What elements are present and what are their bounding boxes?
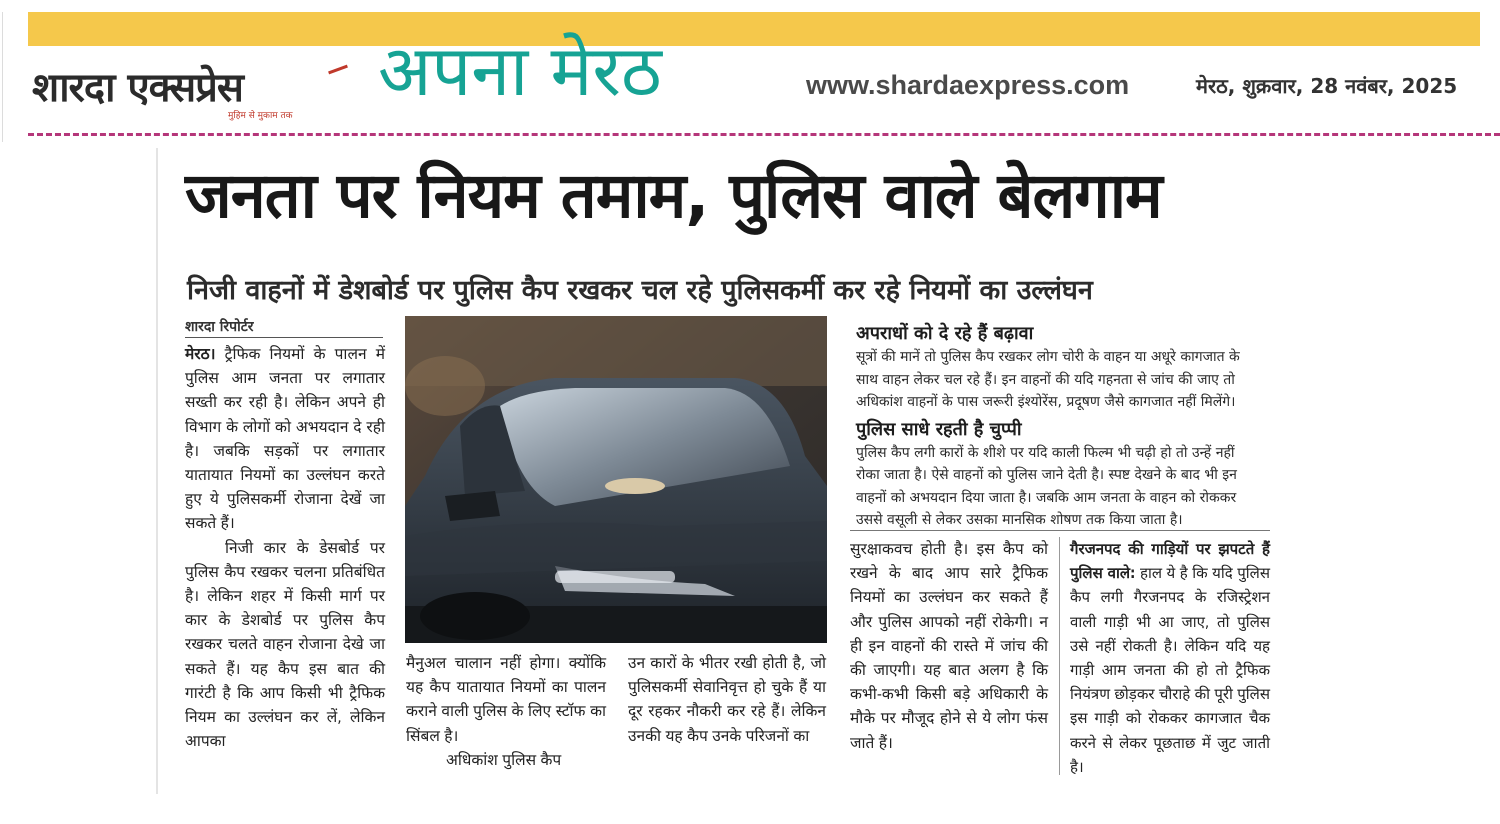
issue-dateline: मेरठ, शुक्रवार, 28 नवंबर, 2025 — [1196, 74, 1458, 98]
byline: शारदा रिपोर्टर — [185, 319, 254, 335]
article-column-4 — [850, 537, 1048, 755]
paper-tagline: मुहिम से मुकाम तक — [228, 111, 293, 121]
article-photo — [405, 316, 827, 643]
sidebar-heading-2: पुलिस साधे रहती है चुप्पी — [856, 418, 1022, 440]
article-column-5 — [1070, 537, 1270, 779]
byline-rule — [185, 337, 383, 338]
column-5-text: हाल ये है कि यदि पुलिस कैप लगी गैरजनपद के रजिस्ट्रेशन वाली गाड़ी भी आ जाए, तो पुलिस उसे नहीं रोकती है। लेकिन यदि यह गाड़ी आम जनता की हो तो ट्रैफिक नियंत्रण छोड़कर चौराहे की पूरी पुलिस इस गाड़ी को रोककर कागजात चैक करने से लेकर पूछताछ में जुट जाती है। — [1070, 564, 1270, 776]
top-color-bar — [28, 12, 1480, 46]
page-margin-rule — [156, 148, 158, 794]
page-edge-rule — [2, 12, 3, 142]
masthead-divider — [28, 133, 1500, 136]
sidebar-text-2: पुलिस कैप लगी कारों के शीशे पर यदि काली फिल्म भी चढ़ी हो तो उन्हें नहीं रोका जाता है। ऐसे वाहनों को पुलिस जाने देती है। स्पष्ट देखने के बाद भी इन वाहनों को अभयदान दिया जाता है। जबकि आम जनता के वाहन को रोककर उससे वसूली से लेकर उसका मानसिक शोषण तक किया जाता है। — [856, 444, 1237, 528]
article-subheadline: निजी वाहनों में डेशबोर्ड पर पुलिस कैप रखकर चल रहे पुलिसकर्मी कर रहे नियमों का उल्लंघन — [187, 275, 1093, 306]
sidebar-box — [856, 322, 1254, 536]
column-5-subheading: गैरजनपद की गाड़ियों पर झपटते हैं पुलिस वाले: — [1070, 540, 1270, 583]
column-divider — [1059, 537, 1060, 775]
article-column-3 — [628, 651, 826, 748]
sidebar-heading-1: अपराधों को दे रहे हैं बढ़ावा — [856, 323, 1034, 344]
dateline-lead: मेरठ। — [185, 345, 216, 363]
car-photo-illustration — [405, 316, 827, 643]
section-title: अपना मेरठ — [378, 30, 662, 112]
column-4-paragraph-1: सुरक्षाकवच होती है। इस कैप को रखने के बाद आप सारे ट्रैफिक नियमों का उल्लंघन कर सकते हैं और पुलिस आपको नहीं रोकेगी। न ही इन वाहनों की रास्ते में जांच की की जाएगी। यह बात अलग है कि कभी-कभी किसी बड़े अधिकारी के मौके पर मौजूद होने से ये लोग फंस जाते हैं। — [850, 540, 1048, 752]
column-1-paragraph-1: ट्रैफिक नियमों के पालन में पुलिस आम जनता पर लगातार सख्ती कर रही है। लेकिन अपने ही विभाग के लोगों को अभयदान दे रही है। जबकि सड़कों पर लगातार यातायात नियमों का उल्लंघन करते हुए ये पुलिसकर्मी रोजाना देखें जा सकते हैं। — [185, 345, 385, 533]
article-headline: जनता पर नियम तमाम, पुलिस वाले बेलगाम — [185, 159, 1162, 232]
column-1-paragraph-2: निजी कार के डेसबोर्ड पर पुलिस कैप रखकर चलना प्रतिबंधित है। लेकिन शहर में किसी मार्ग पर कार के डेशबोर्ड पर पुलिस कैप रखकर चलते वाहन रोजाना देखे जा सकते हैं। यह कैप इस बात की गारंटी है कि आप किसी भी ट्रैफिक नियम का उल्लंघन कर लें, लेकिन आपका — [185, 538, 385, 751]
article-column-1 — [185, 342, 385, 753]
column-2-paragraph-1: मैनुअल चालान नहीं होगा। क्योंकि यह कैप यातायात नियमों का पालन कराने वाली पुलिस के लिए स्टॉफ का सिंबल है। — [406, 654, 606, 745]
column-3-paragraph-1: उन कारों के भीतर रखी होती है, जो पुलिसकर्मी सेवानिवृत्त हो चुके हैं या दूर रहकर नौकरी कर रहे हैं। लेकिन उनकी यह कैप उनके परिजनों का — [628, 654, 826, 745]
pen-icon — [328, 65, 348, 75]
column-2-paragraph-2: अधिकांश पुलिस कैप — [446, 750, 562, 769]
newspaper-logo — [32, 58, 352, 126]
article-column-2 — [406, 651, 606, 772]
website-link[interactable]: www.shardaexpress.com — [806, 70, 1130, 100]
paper-name: शारदा एक्सप्रेस — [32, 64, 243, 111]
sidebar-bottom-rule — [850, 530, 1270, 531]
sidebar-text-1: सूत्रों की मानें तो पुलिस कैप रखकर लोग चोरी के वाहन या अधूरे कागजात के साथ वाहन लेकर चल रहे हैं। इन वाहनों की यदि गहनता से जांच की जाए तो अधिकांश वाहनों के पास जरूरी इंश्योरेंस, प्रदूषण जैसे कागजात नहीं मिलेंगे। — [856, 349, 1240, 410]
